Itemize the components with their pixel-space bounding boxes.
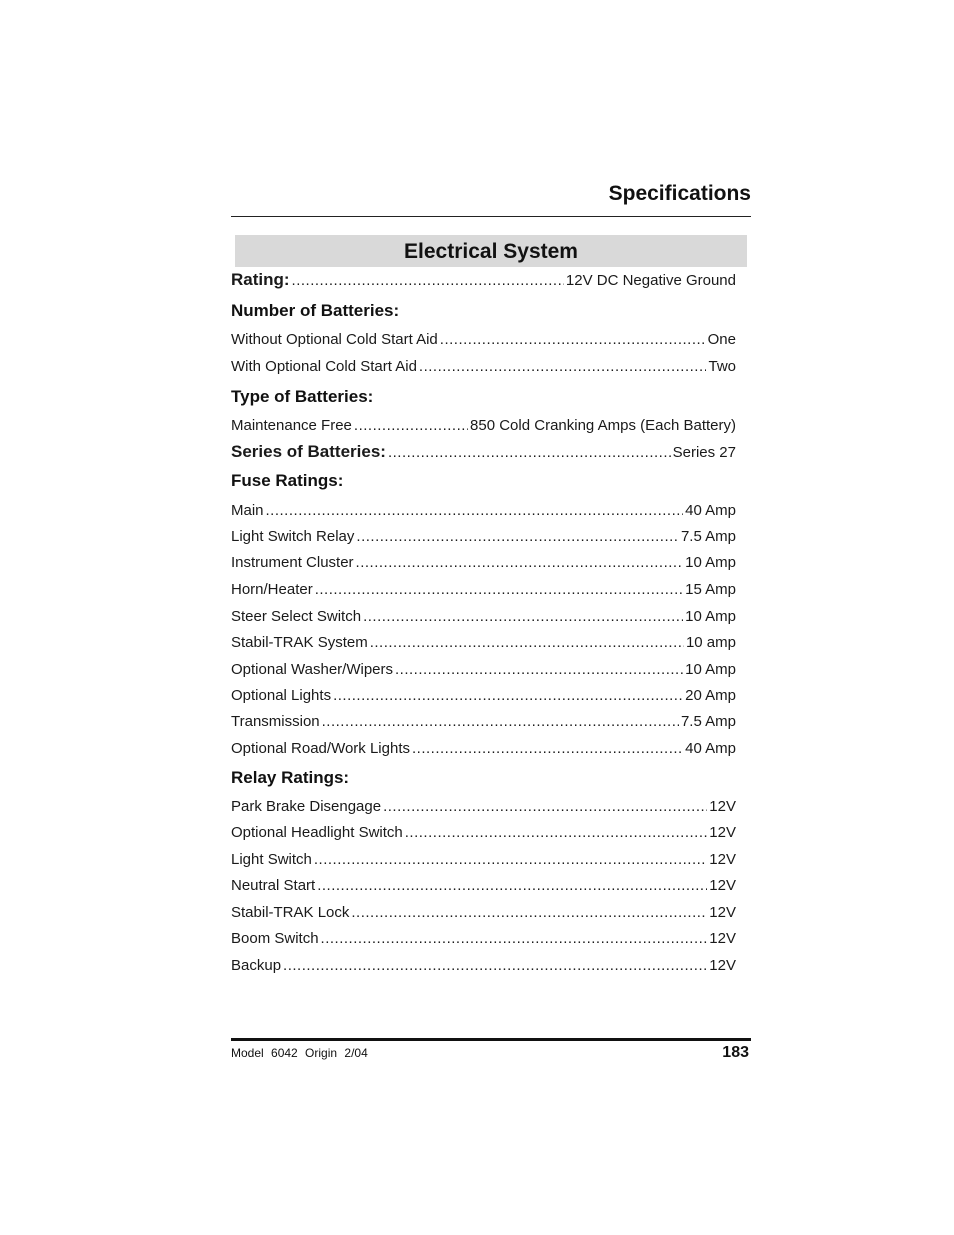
dot-leader (321, 929, 708, 949)
rating-row (231, 270, 736, 291)
dot-leader (351, 903, 707, 923)
fuse-label: Main (231, 502, 264, 519)
relay-row (231, 929, 736, 949)
relay-label: Backup (231, 957, 282, 974)
fuse-label: Optional Road/Work Lights (231, 740, 410, 757)
relay-row (231, 850, 736, 870)
spec-row (231, 330, 736, 350)
fuse-label: Light Switch Relay (231, 528, 355, 545)
dot-leader (363, 607, 683, 627)
section-title-banner: Electrical System (235, 235, 747, 267)
relay-row (231, 903, 736, 923)
relay-row (231, 797, 736, 817)
dot-leader (322, 712, 679, 732)
footer-model-info: Model 6042 Origin 2/04 (231, 1046, 368, 1060)
fuse-row (231, 553, 736, 573)
fuse-value: 15 Amp (685, 581, 736, 598)
spec-label: Maintenance Free (231, 417, 352, 434)
dot-leader (266, 501, 684, 521)
dot-leader (440, 330, 706, 350)
fuse-row (231, 633, 736, 653)
relay-value: 12V (709, 957, 736, 974)
relay-value: 12V (709, 851, 736, 868)
relay-value: 12V (709, 824, 736, 841)
spec-value: One (707, 331, 736, 348)
dot-leader (333, 686, 683, 706)
relay-value: 12V (709, 930, 736, 947)
rating-label: Rating: (231, 270, 290, 289)
series-value: Series 27 (672, 444, 736, 461)
fuse-label: Transmission (231, 713, 320, 730)
spec-value: 850 Cold Cranking Amps (Each Battery) (470, 417, 736, 434)
relay-row (231, 956, 736, 976)
dot-leader (405, 823, 708, 843)
dot-leader (354, 416, 468, 436)
relay-label: Boom Switch (231, 930, 319, 947)
batteries-heading: Number of Batteries: (231, 301, 400, 320)
dot-leader (388, 443, 671, 463)
fuse-row (231, 607, 736, 627)
dot-leader (419, 357, 707, 377)
relay-value: 12V (709, 904, 736, 921)
relay-value: 12V (709, 798, 736, 815)
relay-row (231, 876, 736, 896)
relay-value: 12V (709, 877, 736, 894)
relay-row (231, 823, 736, 843)
dot-leader (317, 876, 707, 896)
fuse-label: Optional Lights (231, 687, 332, 704)
dot-leader (356, 527, 679, 547)
dot-leader (292, 271, 564, 291)
fuse-row (231, 686, 736, 706)
fuse-row (231, 712, 736, 732)
fuse-row (231, 580, 736, 600)
fuse-label: Optional Washer/Wipers (231, 661, 393, 678)
dot-leader (315, 580, 683, 600)
spec-label: With Optional Cold Start Aid (231, 358, 417, 375)
spec-value: Two (708, 358, 736, 375)
page-header-title: Specifications (608, 182, 751, 205)
fuse-row (231, 739, 736, 759)
fuse-label: Instrument Cluster (231, 554, 354, 571)
relay-label: Optional Headlight Switch (231, 824, 403, 841)
fuse-ratings-heading: Fuse Ratings: (231, 471, 344, 490)
spec-row (231, 416, 736, 436)
fuse-value: 10 Amp (685, 554, 736, 571)
dot-leader (395, 660, 683, 680)
fuse-row (231, 660, 736, 680)
fuse-value: 20 Amp (685, 687, 736, 704)
fuse-label: Horn/Heater (231, 581, 313, 598)
fuse-label: Stabil-TRAK System (231, 634, 368, 651)
header-divider (231, 216, 751, 217)
dot-leader (383, 797, 707, 817)
page-number: 183 (722, 1044, 749, 1061)
rating-value: 12V DC Negative Ground (565, 272, 736, 289)
spec-row (231, 357, 736, 377)
relay-label: Neutral Start (231, 877, 316, 894)
fuse-value: 7.5 Amp (680, 713, 736, 730)
battery-type-heading: Type of Batteries: (231, 387, 374, 406)
relay-ratings-heading: Relay Ratings: (231, 768, 350, 787)
dot-leader (356, 553, 684, 573)
fuse-value: 10 Amp (685, 608, 736, 625)
relay-label: Light Switch (231, 851, 312, 868)
relay-label: Stabil-TRAK Lock (231, 904, 350, 921)
fuse-value: 10 amp (685, 634, 736, 651)
dot-leader (283, 956, 707, 976)
fuse-label: Steer Select Switch (231, 608, 362, 625)
fuse-row (231, 527, 736, 547)
fuse-value: 40 Amp (685, 502, 736, 519)
series-label: Series of Batteries: (231, 442, 386, 461)
footer-divider (231, 1038, 751, 1041)
fuse-value: 10 Amp (685, 661, 736, 678)
dot-leader (370, 633, 684, 653)
relay-label: Park Brake Disengage (231, 798, 382, 815)
fuse-value: 7.5 Amp (680, 528, 736, 545)
dot-leader (412, 739, 683, 759)
fuse-value: 40 Amp (685, 740, 736, 757)
dot-leader (314, 850, 707, 870)
series-row (231, 442, 736, 463)
fuse-row (231, 501, 736, 521)
spec-label: Without Optional Cold Start Aid (231, 331, 438, 348)
